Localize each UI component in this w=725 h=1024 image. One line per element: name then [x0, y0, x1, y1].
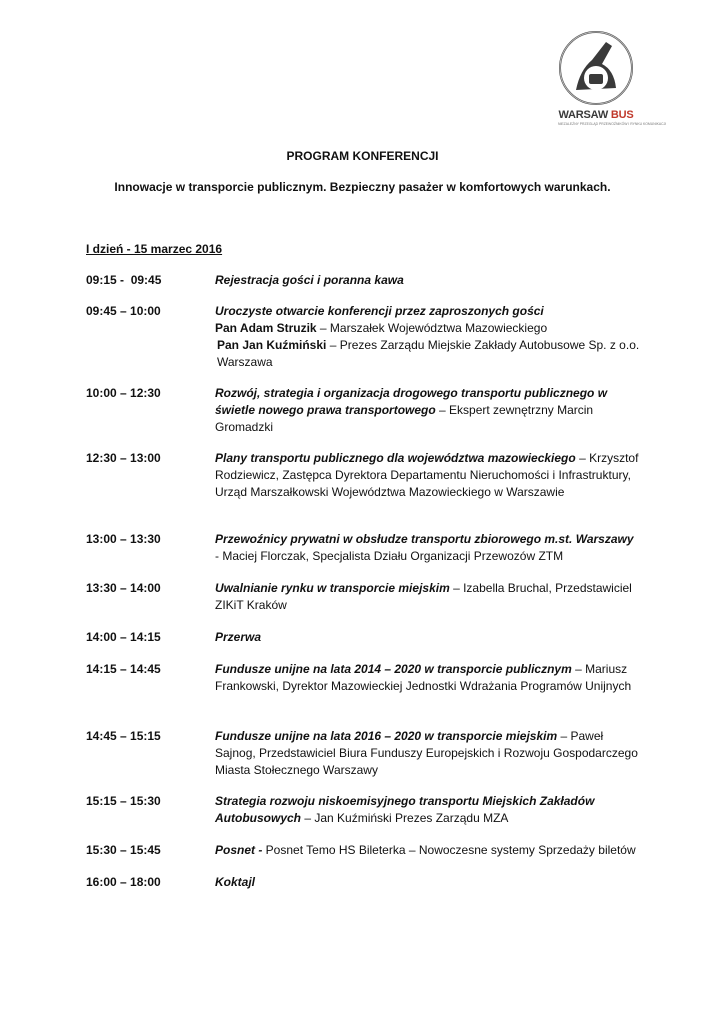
session-time: 13:00 – 13:30 — [86, 532, 161, 546]
session-speaker: Posnet Temo HS Bileterka – Nowoczesne systemy Sprzedaży biletów — [262, 843, 636, 857]
session-speaker: – Ekspert zewnętrzny Marcin Gromadzki — [215, 403, 594, 434]
session-speaker: – Izabella Bruchal, Przedstawiciel ZIKiT Kraków — [215, 581, 632, 612]
day-label: I dzień - 15 marzec 2016 — [86, 242, 223, 256]
session-description — [215, 450, 640, 501]
session-time: 13:30 – 14:00 — [86, 581, 161, 595]
session-speaker: – Krzysztof Rodziewicz, Zastępca Dyrektora Departamentu Nieruchomości i Infrastruktury, Urząd Marszałkowski Województwa Mazowieckiego w Warszawie — [215, 451, 639, 499]
session-title: Rejestracja gości i poranna kawa — [215, 273, 404, 287]
session-time: 10:00 – 12:30 — [86, 386, 161, 400]
session-description — [215, 531, 640, 565]
session-description — [215, 629, 640, 646]
session-description — [215, 728, 640, 779]
session-title: Posnet - — [215, 843, 263, 857]
speaker-name: Pan Adam Struzik — [215, 321, 317, 335]
session-title: Koktajl — [215, 875, 256, 889]
session-title: Uroczyste otwarcie konferencji przez zaproszonych gości — [215, 304, 544, 318]
session-time: 14:15 – 14:45 — [86, 662, 161, 676]
session-title: Przewoźnicy prywatni w obsłudze transportu zbiorowego m.st. Warszawy — [215, 532, 634, 546]
session-description — [215, 580, 640, 614]
session-time: 15:15 – 15:30 — [86, 794, 161, 808]
session-description — [215, 842, 655, 859]
session-title: Fundusze unijne na lata 2016 – 2020 w transporcie miejskim — [215, 729, 558, 743]
page-subtitle: Innowacje w transporcie publicznym. Bezpieczny pasażer w komfortowych warunkach. — [114, 180, 611, 194]
session-speaker: – Jan Kuźmiński Prezes Zarządu MZA — [301, 811, 509, 825]
logo-wordmark: WARSAW BUS — [558, 109, 634, 121]
session-time: 14:45 – 15:15 — [86, 729, 161, 743]
speaker-role: – Prezes Zarządu Miejskie Zakłady Autobusowe Sp. z o.o. Warszawa — [217, 338, 640, 369]
session-speaker: – Mariusz Frankowski, Dyrektor Mazowieckiej Jednostki Wdrażania Programów Unijnych — [215, 662, 632, 693]
session-description — [215, 874, 640, 891]
page-title: PROGRAM KONFERENCJI — [286, 149, 439, 163]
session-description — [215, 661, 640, 695]
session-time: 09:15 - 09:45 — [86, 273, 162, 287]
session-title: Fundusze unijne na lata 2014 – 2020 w transporcie publicznym — [215, 662, 572, 676]
session-speaker: – Paweł Sajnog, Przedstawiciel Biura Funduszy Europejskich i Rozwoju Gospodarczego Miasta Stołecznego Warszawy — [215, 729, 638, 777]
session-time: 09:45 – 10:00 — [86, 304, 161, 318]
session-title: Plany transportu publicznego dla województwa mazowieckiego — [215, 451, 576, 465]
session-time: 12:30 – 13:00 — [86, 451, 161, 465]
session-description — [215, 303, 640, 371]
logo-tagline: NIEZALEŻNY PRZEGLĄD PRZEWOŹNIKÓW I RYNKU KOMUNIKACJI — [558, 122, 667, 126]
session-title: Uwalnianie rynku w transporcie miejskim — [215, 581, 450, 595]
session-description — [215, 385, 640, 436]
session-speaker: - Maciej Florczak, Specjalista Działu Organizacji Przewozów ZTM — [215, 549, 564, 563]
session-description — [215, 793, 640, 827]
speaker-name: Pan Jan Kuźmiński — [217, 338, 327, 352]
session-time: 16:00 – 18:00 — [86, 875, 161, 889]
session-title: Przerwa — [215, 630, 262, 644]
bus-emblem-icon — [556, 30, 636, 110]
warsaw-bus-logo — [556, 30, 667, 128]
session-time: 14:00 – 14:15 — [86, 630, 161, 644]
session-description — [215, 272, 640, 289]
speaker-role: – Marszałek Województwa Mazowieckiego — [316, 321, 548, 335]
session-time: 15:30 – 15:45 — [86, 843, 161, 857]
session-title: Strategia rozwoju niskoemisyjnego transportu Miejskich Zakładów Autobusowych — [215, 794, 595, 825]
session-title: Rozwój, strategia i organizacja drogowego transportu publicznego w świetle nowego prawa transportowego — [215, 386, 608, 417]
